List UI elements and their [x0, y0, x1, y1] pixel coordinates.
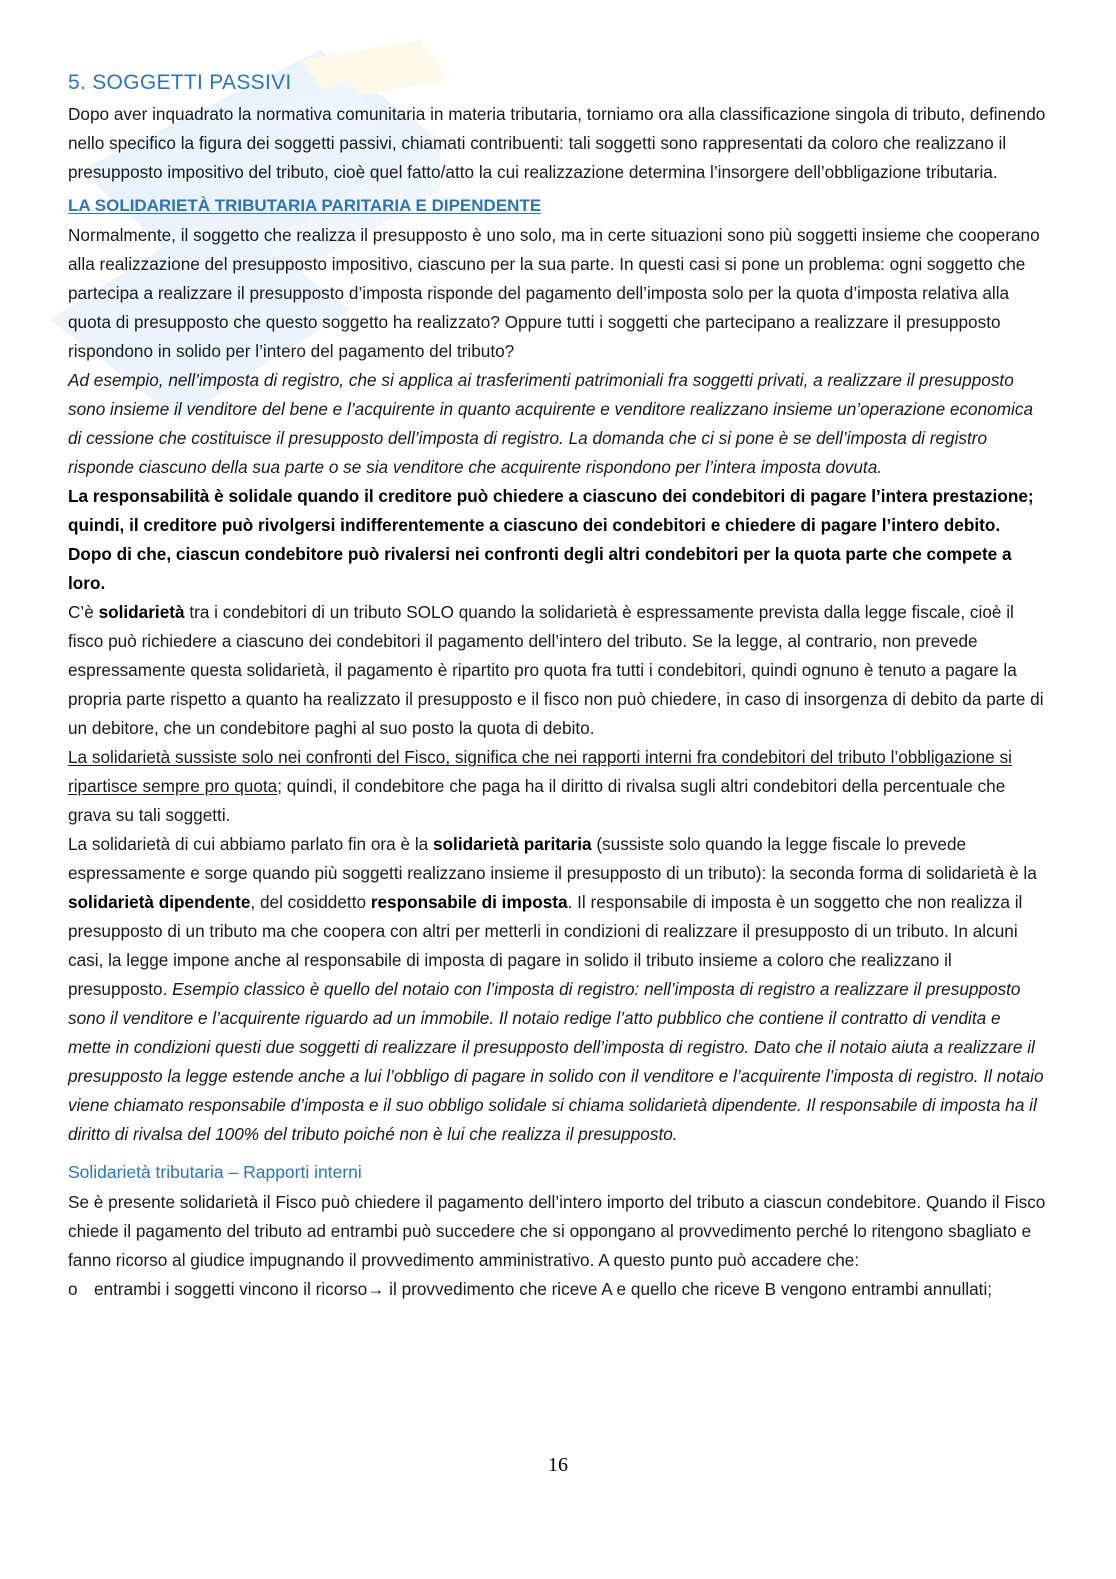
section-title: 5. SOGGETTI PASSIVI	[68, 71, 292, 94]
p4-b2: solidarietà dipendente	[68, 892, 251, 912]
subsection-title: LA SOLIDARIETÀ TRIBUTARIA PARITARIA E DIPENDENTE	[68, 196, 542, 215]
example-paragraph: Ad esempio, nell’imposta di registro, che si applica ai trasferimenti patrimoniali fra soggetti privati, a realizzare il presupposto sono insieme il venditore del bene e l’acquirente in quanto acquirente e venditore realizzano insieme un’operazione economica di cessione che costituisce il presupposto dell’imposta di registro. La domanda che ci si pone è se dell’imposta di registro risponde ciascuno della sua parte o se sia venditore che acquirente rispondono per l’intera imposta dovuta.	[68, 370, 1034, 477]
p2-pre: C’è	[68, 602, 99, 622]
p3-rest: ; quindi, il condebitore che paga ha il diritto di rivalsa sugli altri condebitori della percentuale che grava su tali soggetti.	[68, 776, 1006, 825]
p4-t2: (sussiste solo quando la legge fiscale lo prevede espressamente e sorge quando più soggetti realizzano insieme il presupposto di un tributo): la seconda forma di solidarietà è la	[68, 834, 1037, 883]
subsection2-title: Solidarietà tributaria – Rapporti interni	[68, 1162, 362, 1182]
p4-italic: Esempio classico è quello del notaio con l’imposta di registro: nell’imposta di registro a realizzare il presupposto sono il venditore e l’acquirente riguardo ad un immobile. Il notaio redige l’atto pubblico che contiene il contratto di vendita e mette in condizioni questi due soggetti di realizzare il presupposto dell’imposta di registro. Dato che il notaio aiuta a realizzare il presupposto la legge estende anche a lui l’obbligo di pagare in solido con il venditore e l’acquirente l’imposta di registro. Il notaio viene chiamato responsabile d’imposta e il suo obbligo solidale si chiama solidarietà dipendente. Il responsabile di imposta ha il diritto di rivalsa del 100% del tributo poiché non è lui che realizza il presupposto.	[68, 979, 1044, 1144]
p2-bold: solidarietà	[98, 602, 185, 622]
bullet-circle-icon: o	[68, 1279, 78, 1299]
intro-paragraph: Dopo aver inquadrato la normativa comunitaria in materia tributaria, torniamo ora alla classificazione singola di tributo, definendo nello specifico la figura dei soggetti passivi, chiamati contribuenti: tali soggetti sono rappresentati da coloro che realizzano il presupposto impositivo del tributo, cioè quel fatto/atto la cui realizzazione determina l’insorgere dell’obbligazione tributaria.	[68, 104, 1046, 182]
paragraph-2	[68, 598, 1048, 743]
main-content	[68, 66, 1048, 1304]
paragraph-3	[68, 743, 1048, 830]
paragraph-5: Se è presente solidarietà il Fisco può chiedere il pagamento dell’intero importo del tributo a ciascun condebitore. Quando il Fisco chiede il pagamento del tributo ad entrambi può succedere che si oppongano al provvedimento perché lo ritengono sbagliato e fanno ricorso al giudice impugnando il provvedimento amministrativo. A questo punto può accadere che:	[68, 1192, 1046, 1270]
p4-b3: responsabile di imposta	[370, 892, 568, 912]
bullet-list	[68, 1275, 1048, 1304]
list-item	[68, 1275, 1048, 1304]
page-number: 16	[548, 1454, 568, 1476]
paragraph-1: Normalmente, il soggetto che realizza il presupposto è uno solo, ma in certe situazioni sono più soggetti insieme che cooperano alla realizzazione del presupposto impositivo, ciascuno per la sua parte. In questi casi si pone un problema: ogni soggetto che partecipa a realizzare il presupposto d’imposta risponde del pagamento dell’imposta solo per la quota d’imposta relativa alla quota di presupposto che questo soggetto ha realizzato? Oppure tutti i soggetti che partecipano a realizzare il presupposto rispondono in solido per l’intero del pagamento del tributo?	[68, 225, 1040, 361]
p3-underlined: La solidarietà sussiste solo nei confronti del Fisco, significa che nei rapporti interni fra condebitori del tributo l’obbligazione si ripartisce sempre pro quota	[68, 747, 1012, 796]
bold-paragraph: La responsabilità è solidale quando il creditore può chiedere a ciascuno dei condebitori di pagare l’intera prestazione; quindi, il creditore può rivolgersi indifferentemente a ciascuno dei condebitori e chiedere di pagare l’intero debito. Dopo di che, ciascun condebitore può rivalersi nei confronti degli altri condebitori per la quota parte che compete a loro.	[68, 486, 1034, 593]
p4-b1: solidarietà paritaria	[432, 834, 592, 854]
p4-t4: . Il responsabile di imposta è un soggetto che non realizza il presupposto di un tributo ma che coopera con altri per metterli in condizioni di realizzare il presupposto di un tributo. In alcuni casi, la legge impone anche al responsabile di imposta di pagare in solido il tributo insieme a coloro che realizzano il presupposto.	[68, 892, 1023, 999]
p4-t3: , del cosiddetto	[250, 892, 371, 912]
p4-t1: La solidarietà di cui abbiamo parlato fin ora è la	[68, 834, 433, 854]
paragraph-4	[68, 830, 1048, 1149]
list-item-text: entrambi i soggetti vincono il ricorso→ il provvedimento che riceve A e quello che riceve B vengono entrambi annullati;	[94, 1279, 993, 1299]
p2-post: tra i condebitori di un tributo SOLO quando la solidarietà è espressamente prevista dalla legge fiscale, cioè il fisco può richiedere a ciascuno dei condebitori il pagamento dell’intero del tributo. Se la legge, al contrario, non prevede espressamente questa solidarietà, il pagamento è ripartito pro quota fra tutti i condebitori, quindi ognuno è tenuto a pagare la propria parte rispetto a quanto ha realizzato il presupposto e il fisco non può chiedere, in caso di insorgenza di debito da parte di un debitore, che un condebitore paghi al suo posto la quota di debito.	[68, 602, 1044, 738]
